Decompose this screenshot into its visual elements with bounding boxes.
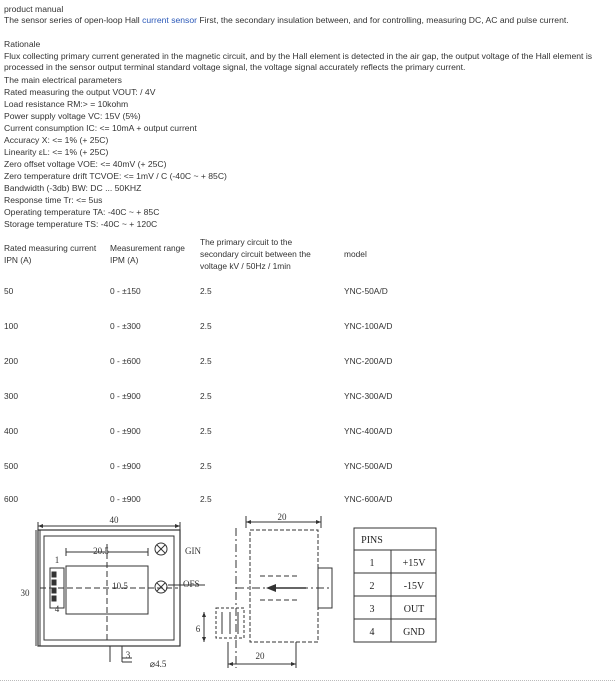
front-view — [36, 522, 205, 662]
dimension-drawing-svg — [0, 508, 615, 683]
table-row — [0, 391, 615, 405]
cell-kv: 2.5 — [200, 461, 212, 471]
param-item: Power supply voltage VC: 15V (5%) — [4, 111, 141, 121]
pin4-label: 4 — [54, 604, 60, 614]
param-item: Rated measuring the output VOUT: / 4V — [4, 87, 156, 97]
dim-width-label: 40 — [109, 515, 119, 525]
gin-label: GIN — [185, 546, 201, 556]
side-dim-left-label: 6 — [195, 624, 201, 634]
header-ipn-line1: Rated measuring current — [4, 243, 97, 253]
params-heading: The main electrical parameters — [4, 75, 122, 85]
cell-model: YNC-300A/D — [344, 391, 393, 401]
cell-kv: 2.5 — [200, 286, 212, 296]
pin-label: OUT — [403, 604, 425, 615]
pin-num: 4 — [369, 627, 375, 638]
cell-ipm: 0 - ±300 — [110, 321, 141, 331]
cell-ipm: 0 - ±900 — [110, 391, 141, 401]
cell-kv: 2.5 — [200, 391, 212, 401]
dim-inner-label: 20.5 — [93, 546, 109, 556]
cell-ipm: 0 - ±600 — [110, 356, 141, 366]
param-item: Operating temperature TA: -40C ~ + 85C — [4, 207, 160, 217]
doc-title: product manual — [4, 4, 64, 14]
header-ipn-line2: IPN (A) — [4, 255, 32, 265]
rationale-text: Flux collecting primary current generated in the magnetic circuit, and by the Hall element is detected in the air gap, the output voltage of the Hall element is processed in the sensor output terminal standard voltage signal, the voltage signal accurately reflects the primary current. — [4, 51, 593, 72]
param-item: Zero temperature drift TCVOE: <= 1mV / C (-40C ~ + 85C) — [4, 171, 227, 181]
cell-ipm: 0 - ±150 — [110, 286, 141, 296]
current-sensor-link[interactable]: current sensor — [142, 15, 197, 25]
table-row — [0, 286, 615, 300]
cell-model: YNC-100A/D — [344, 321, 393, 331]
param-item: Response time Tr: <= 5us — [4, 195, 103, 205]
cell-ipn: 500 — [4, 461, 18, 471]
cell-ipm: 0 - ±900 — [110, 494, 141, 504]
header-voltage-line1: The primary circuit to the — [200, 237, 293, 247]
cell-model: YNC-400A/D — [344, 426, 393, 436]
param-item: Storage temperature TS: -40C ~ + 120C — [4, 219, 158, 229]
header-ipn — [4, 242, 96, 266]
intro-paragraph — [4, 15, 604, 26]
ofs-label: OFS — [183, 579, 200, 589]
cell-model: YNC-50A/D — [344, 286, 388, 296]
table-row — [0, 356, 615, 370]
cell-ipn: 300 — [4, 391, 18, 401]
table-row — [0, 426, 615, 440]
param-item: Load resistance RM:> = 10kohm — [4, 99, 129, 109]
rationale-heading: Rationale — [4, 39, 41, 49]
table-row — [0, 461, 615, 475]
side-dim-top-label: 20 — [277, 512, 287, 522]
cell-ipn: 400 — [4, 426, 18, 436]
dim-bottom-label: 3 — [125, 650, 131, 660]
cell-kv: 2.5 — [200, 426, 212, 436]
pin-num: 1 — [369, 558, 375, 569]
cell-kv: 2.5 — [200, 494, 212, 504]
header-model: model — [344, 249, 367, 259]
header-ipm-line1: Measurement range — [110, 243, 185, 253]
param-item: Linearity εL: <= 1% (+ 25C) — [4, 147, 109, 157]
cell-ipn: 200 — [4, 356, 18, 366]
side-view — [202, 516, 332, 668]
cell-kv: 2.5 — [200, 321, 212, 331]
intro-prefix: The sensor series of open-loop Hall — [4, 15, 143, 25]
pin-label: -15V — [403, 581, 425, 592]
header-voltage-line3: voltage kV / 50Hz / 1min — [200, 261, 291, 271]
header-ipm-line2: IPM (A) — [110, 255, 139, 265]
dim-height-label: 30 — [20, 588, 30, 598]
table-row — [0, 494, 615, 508]
pin-num: 2 — [369, 581, 375, 592]
intro-suffix: First, the secondary insulation between, and for controlling, measuring DC, AC and pulse current. — [197, 15, 569, 25]
pins-header: PINS — [361, 535, 383, 546]
header-voltage-line2: secondary circuit between the — [200, 249, 311, 259]
header-voltage — [200, 236, 311, 272]
pin-label: GND — [403, 627, 425, 638]
cell-model: YNC-500A/D — [344, 461, 393, 471]
side-dim-bottom-label: 20 — [255, 651, 265, 661]
cell-ipn: 50 — [4, 286, 14, 296]
dim-dia-label: ⌀4.5 — [149, 659, 167, 669]
param-item: Bandwidth (-3db) BW: DC ... 50KHZ — [4, 183, 142, 193]
table-row — [0, 321, 615, 335]
bottom-divider — [0, 680, 615, 681]
param-item: Zero offset voltage VOE: <= 40mV (+ 25C) — [4, 159, 167, 169]
dimension-drawings — [0, 508, 615, 683]
param-item: Accuracy X: <= 1% (+ 25C) — [4, 135, 109, 145]
cell-model: YNC-600A/D — [344, 494, 393, 504]
pin1-label: 1 — [54, 555, 60, 565]
cell-ipn: 600 — [4, 494, 18, 504]
pin-label: +15V — [402, 558, 426, 569]
cell-ipm: 0 - ±900 — [110, 461, 141, 471]
dim-hole-label: 10.5 — [112, 581, 128, 591]
header-ipm — [110, 242, 185, 266]
pin-num: 3 — [369, 604, 375, 615]
cell-ipn: 100 — [4, 321, 18, 331]
cell-kv: 2.5 — [200, 356, 212, 366]
cell-model: YNC-200A/D — [344, 356, 393, 366]
param-item: Current consumption IC: <= 10mA + output current — [4, 123, 197, 133]
cell-ipm: 0 - ±900 — [110, 426, 141, 436]
